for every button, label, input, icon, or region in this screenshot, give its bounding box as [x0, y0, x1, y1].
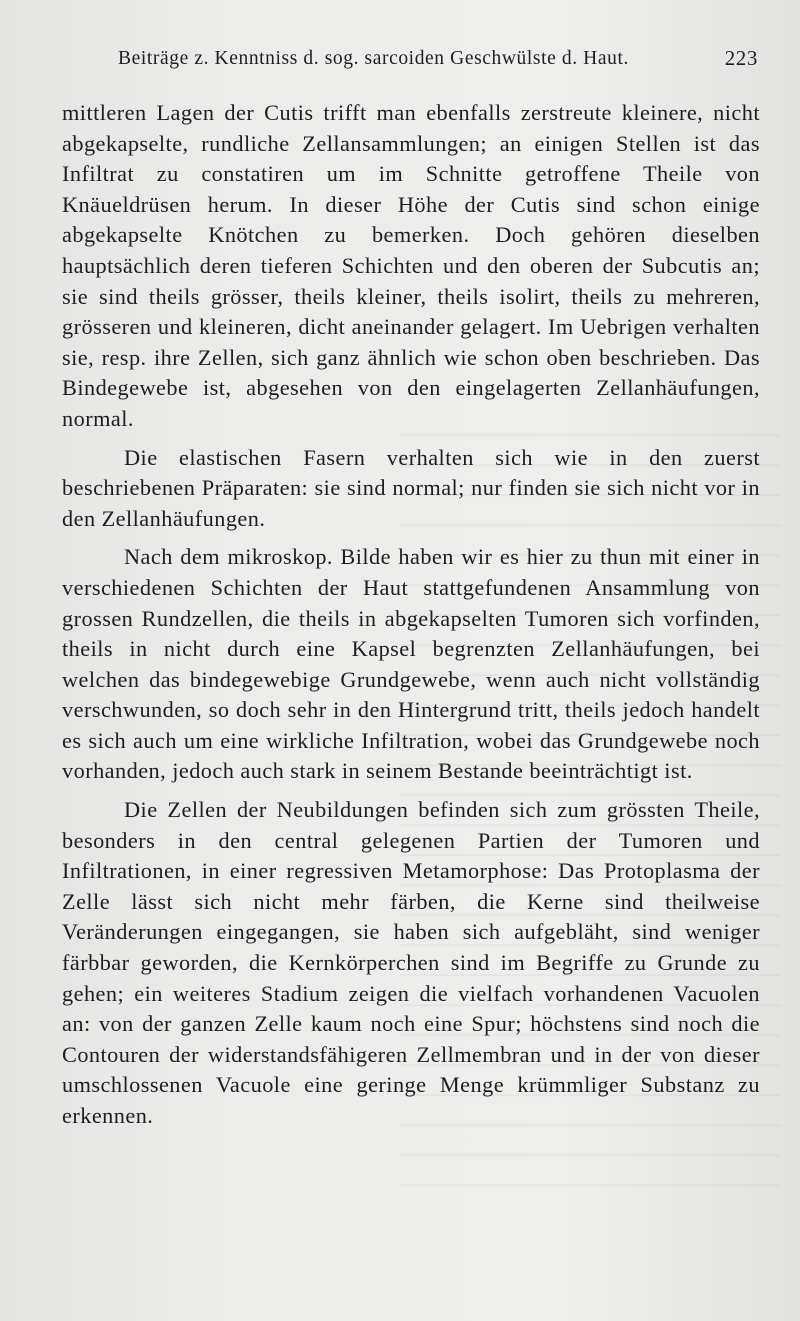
paragraph-elastic-fibers: Die elastischen Fasern verhalten sich wie in den zuerst beschriebenen Präparaten: sie sind normal; nur finden sie sich nicht vor in den Zellanhäufungen.: [62, 444, 760, 531]
paragraph-continued: mittleren Lagen der Cutis trifft man ebenfalls zerstreute kleinere, nicht abgekapselte, rundliche Zellansammlungen; an einigen Stellen ist das Infiltrat zu constatiren um im Schnitte getroffene Theile von Knäueldrüsen herum. In dieser Höhe der Cutis sind schon einige abgekapselte Knötchen zu bemerken. Doch gehören dieselben hauptsächlich deren tieferen Schichten und den oberen der Subcutis an; sie sind theils grösser, theils kleiner, theils isolirt, theils zu mehreren, grösseren und kleineren, dicht aneinander gelagert. Im Uebrigen verhalten sie, resp. ihre Zellen, sich ganz ähnlich wie schon oben beschrieben. Das Bindegewebe ist, abgesehen von den eingelagerten Zellanhäufungen, normal.: [62, 100, 760, 431]
running-title: Beiträge z. Kenntniss d. sog. sarcoiden Geschwülste d. Haut.: [118, 48, 629, 69]
page-number: 223: [724, 46, 758, 70]
body-text: [62, 98, 760, 1132]
running-header: [118, 44, 758, 78]
paragraph-microscopic-findings: Nach dem mikroskop. Bilde haben wir es hier zu thun mit einer in verschiedenen Schichten der Haut stattgefundenen Ansammlung von grossen Rundzellen, die theils in abgekapselten Tumoren sich vorfinden, theils in nicht durch eine Kapsel begrenzten Zellanhäufungen, bei welchen das bindegewebige Grundgewebe, wenn auch nicht vollständig verschwunden, so doch sehr in den Hintergrund tritt, theils jedoch handelt es sich auch um eine wirkliche Infiltration, wobei das Grundgewebe noch vorhanden, jedoch auch stark in seinem Bestande beeinträchtigt ist.: [62, 544, 760, 784]
paragraph-cell-degeneration: Die Zellen der Neubildungen befinden sich zum grössten Theile, besonders in den central gelegenen Partien der Tumoren und Infiltrationen, in einer regressiven Metamorphose: Das Protoplasma der Zelle lässt sich nicht mehr färben, die Kerne sind theilweise Veränderungen eingegangen, sie haben sich aufgebläht, sind weniger färbbar geworden, die Kernkörperchen sind im Begriffe zu Grunde zu gehen; ein weiteres Stadium zeigen die vielfach vorhandenen Vacuolen an: von der ganzen Zelle kaum noch eine Spur; höchstens sind noch die Contouren der widerstandsfähigeren Zellmembran und in der von dieser umschlossenen Vacuole eine geringe Menge krümmliger Substanz zu erkennen.: [62, 797, 760, 1128]
